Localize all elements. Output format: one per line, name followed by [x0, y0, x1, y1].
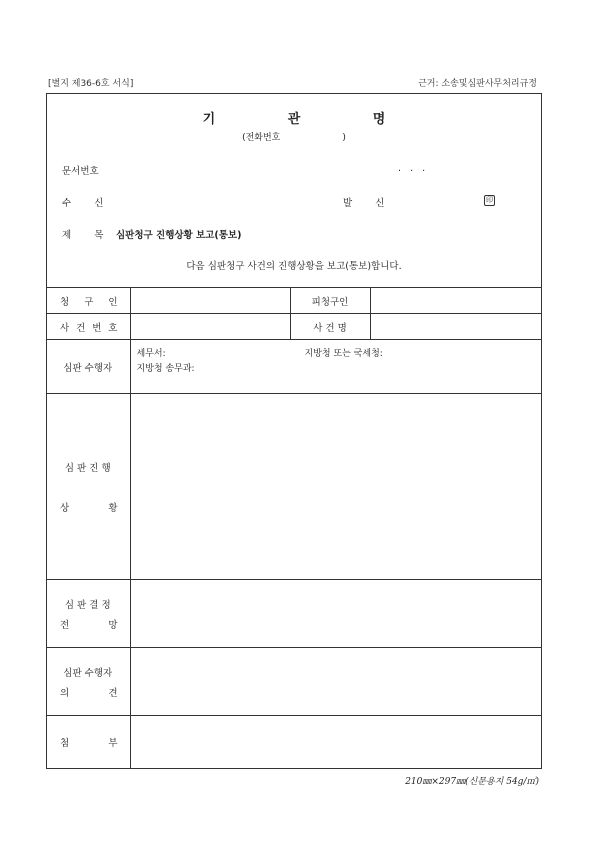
opinion-field[interactable] — [130, 648, 542, 716]
progress-row — [46, 394, 542, 580]
progress-field[interactable] — [130, 394, 542, 580]
case-name-field[interactable] — [370, 314, 542, 340]
performer-row — [46, 340, 542, 394]
case-number-label: 사 건 번 호 — [46, 314, 130, 340]
regional-litigation-label: 지방청 송무과: — [136, 364, 195, 374]
org-name-title: 기 관 명 — [202, 112, 420, 127]
phone-label: (전화번호 — [242, 133, 281, 143]
regional-label: 지방청 또는 국세청: — [304, 349, 383, 359]
respondent-label: 피청구인 — [290, 288, 370, 314]
case-number-field[interactable] — [130, 314, 290, 340]
phone-close: ) — [342, 133, 346, 143]
subject-label: 제 목 — [62, 230, 114, 241]
date-dots: . . . — [398, 163, 426, 174]
legal-basis: 근거: 소송및심판사무처리규정 — [418, 79, 537, 89]
phone-line — [46, 130, 542, 143]
attachment-label: 첨 부 — [46, 716, 130, 768]
opinion-row — [46, 648, 542, 716]
attachment-field[interactable] — [130, 716, 542, 768]
sender-label: 발 신 — [343, 198, 395, 209]
doc-number-label: 문서번호 — [62, 166, 99, 177]
case-table — [46, 287, 542, 768]
attachment-row — [46, 716, 542, 768]
performer-label: 심판 수행자 — [46, 340, 130, 394]
case-name-label: 사 건 명 — [290, 314, 370, 340]
recipient-label: 수 신 — [62, 198, 114, 209]
subject-text: 심판청구 진행상황 보고(통보) — [116, 230, 242, 241]
form-number: [별지 제36-6호 서식] — [48, 79, 134, 89]
respondent-field[interactable] — [370, 288, 542, 314]
case-number-row — [46, 314, 542, 340]
claimant-field[interactable] — [130, 288, 290, 314]
progress-label: 심 판 진 행 상 황 — [46, 394, 130, 580]
seal-icon: 印 — [486, 196, 493, 204]
paper-spec: 210㎜×297㎜(신문용지 54g/㎡) — [405, 777, 539, 787]
claimant-row — [46, 288, 542, 314]
opinion-label: 심판 수행자 의 견 — [46, 648, 130, 716]
decision-row — [46, 580, 542, 648]
claimant-label: 청 구 인 — [46, 288, 130, 314]
decision-field[interactable] — [130, 580, 542, 648]
decision-label: 심 판 결 정 전 망 — [46, 580, 130, 648]
tax-office-label: 세무서: — [136, 349, 166, 359]
performer-field[interactable] — [130, 340, 542, 394]
intro-text: 다음 심판청구 사건의 진행상황을 보고(통보)합니다. — [186, 261, 402, 272]
